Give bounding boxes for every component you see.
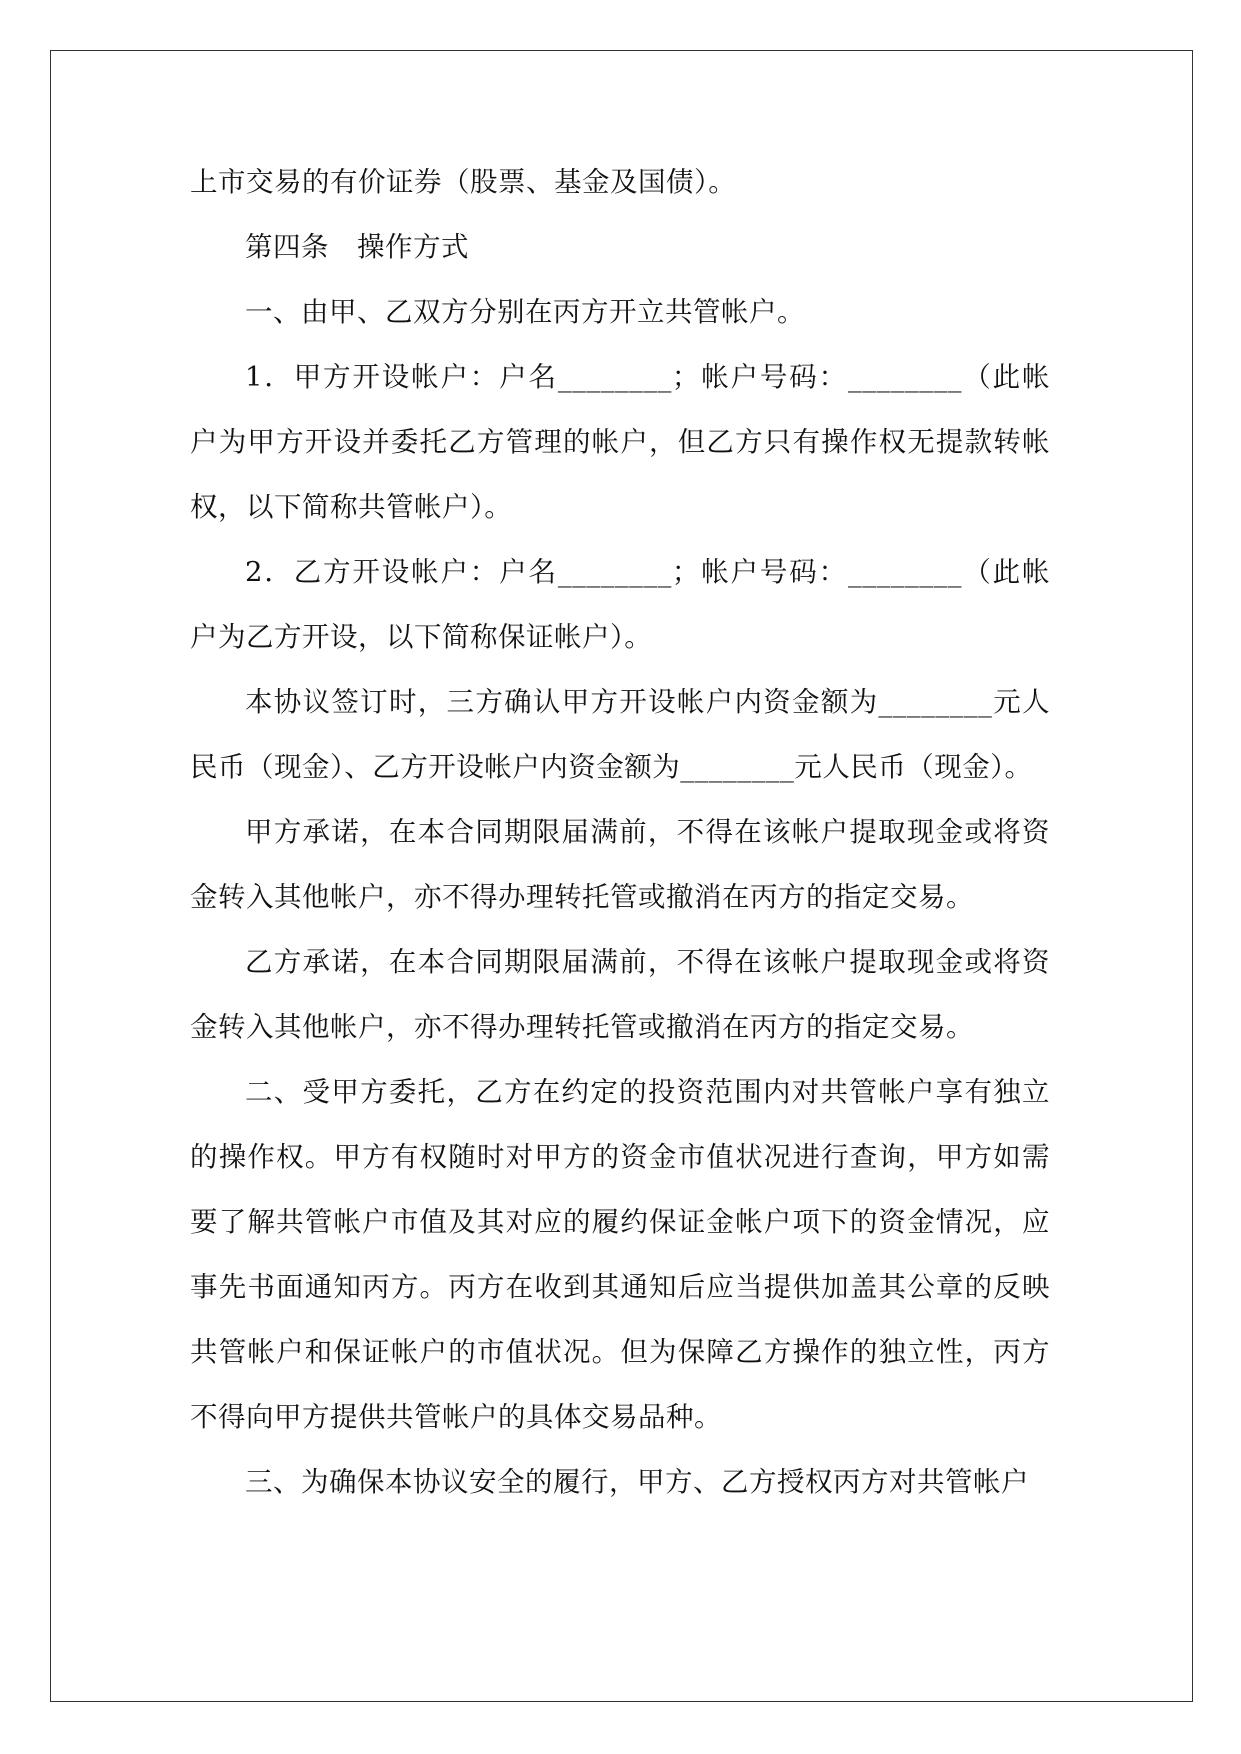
party-a-commitment: 甲方承诺，在本合同期限届满前，不得在该帐户提取现金或将资金转入其他帐户，亦不得办理转托管或撤消在丙方的指定交易。 [190, 816, 1050, 913]
paragraph-continuation: 上市交易的有价证券（股票、基金及国债）。 [190, 166, 737, 198]
fund-confirmation-paragraph: 本协议签订时，三方确认甲方开设帐户内资金额为________元人民币（现金）、乙方开设帐户内资金额为________元人民币（现金）。 [190, 686, 1050, 783]
clause-2: 二、受甲方委托，乙方在约定的投资范围内对共管帐户享有独立的操作权。甲方有权随时对甲方的资金市值状况进行查询，甲方如需要了解共管帐户市值及其对应的履约保证金帐户项下的资金情况，应事先书面通知丙方。丙方在收到其通知后应当提供加盖其公章的反映共管帐户和保证帐户的市值状况。但为保障乙方操作的独立性，丙方不得向甲方提供共管帐户的具体交易品种。 [190, 1076, 1050, 1433]
document-body [190, 150, 1050, 1515]
clause-3: 三、为确保本协议安全的履行，甲方、乙方授权丙方对共管帐户 [245, 1466, 1029, 1498]
clause-1-item-1: 1．甲方开设帐户：户名________；帐户号码：________（此帐户为甲方开设并委托乙方管理的帐户，但乙方只有操作权无提款转帐权，以下简称共管帐户）。 [190, 361, 1050, 523]
article-heading: 第四条 操作方式 [245, 231, 469, 263]
party-b-commitment: 乙方承诺，在本合同期限届满前，不得在该帐户提取现金或将资金转入其他帐户，亦不得办理转托管或撤消在丙方的指定交易。 [190, 946, 1050, 1043]
clause-1-item-2: 2．乙方开设帐户：户名________；帐户号码：________（此帐户为乙方开设，以下简称保证帐户）。 [190, 556, 1050, 653]
clause-1: 一、由甲、乙双方分别在丙方开立共管帐户。 [245, 296, 805, 328]
